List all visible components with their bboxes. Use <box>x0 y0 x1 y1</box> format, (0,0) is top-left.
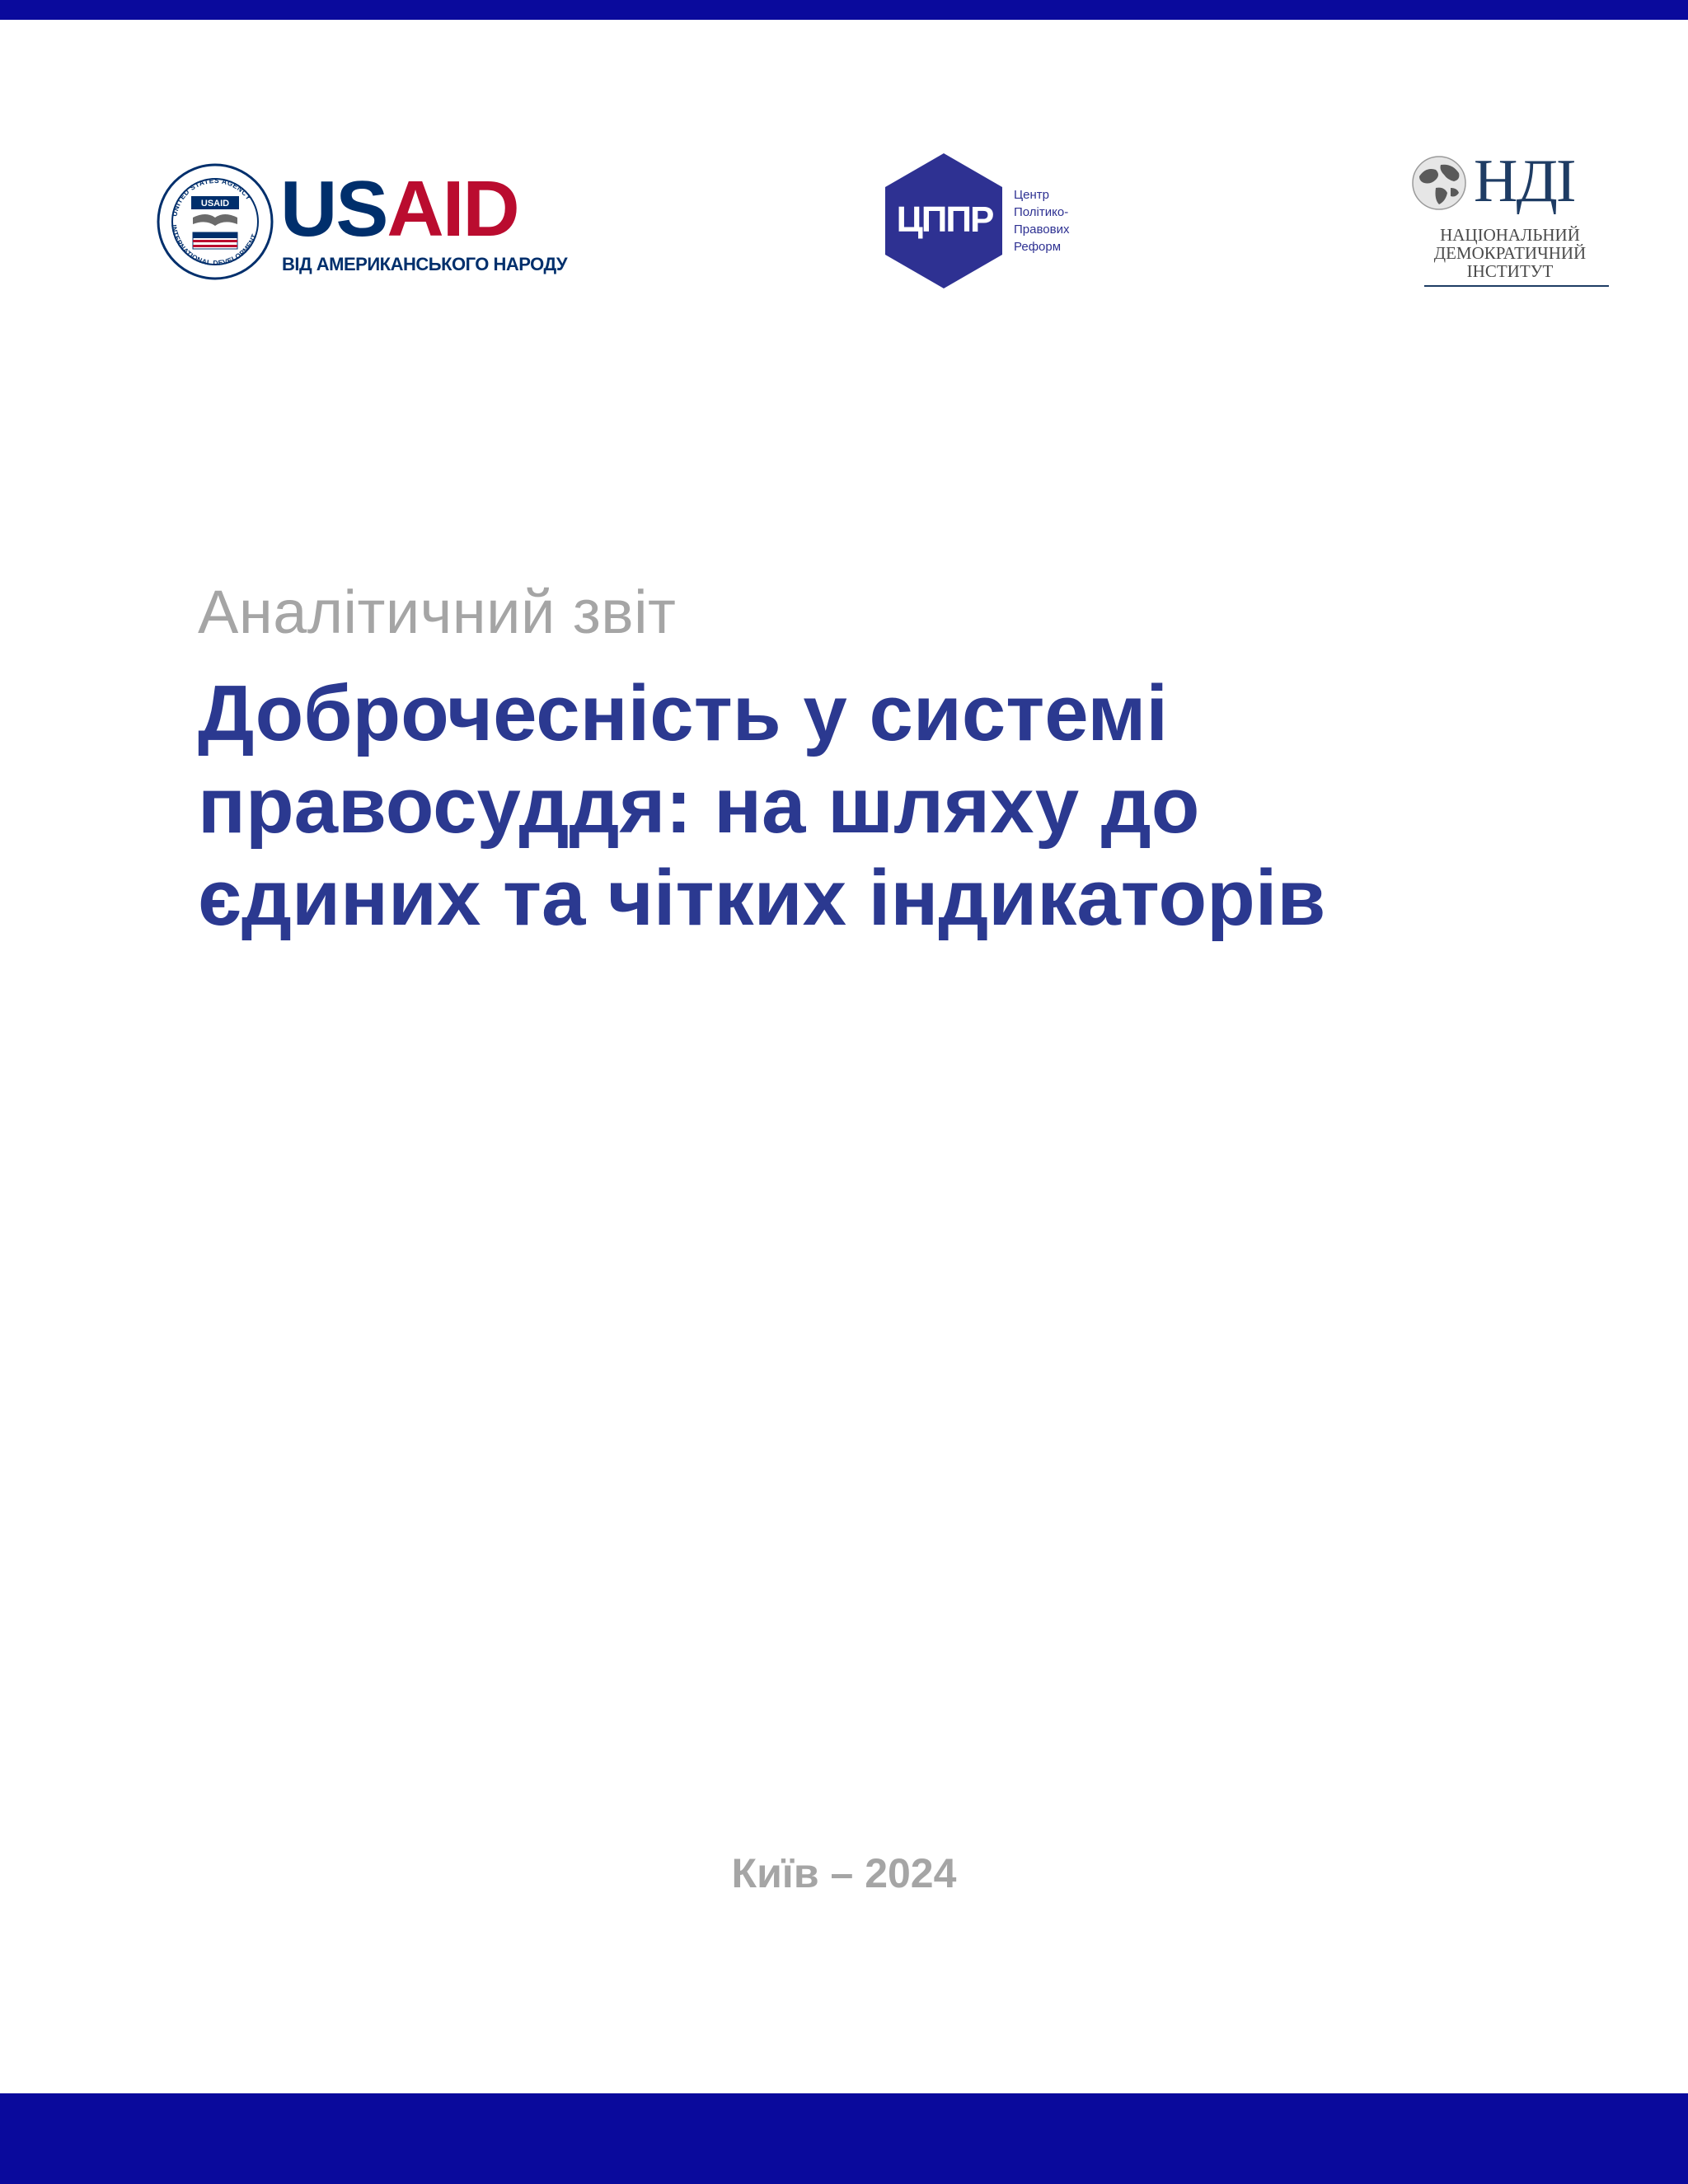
report-type: Аналітичний звіт <box>198 578 677 646</box>
cppr-abbreviation: ЦППР <box>896 199 993 240</box>
svg-text:USAID: USAID <box>200 199 230 209</box>
ndi-logo <box>1411 148 1609 293</box>
globe-icon <box>1411 155 1467 211</box>
ndi-underline <box>1424 285 1609 287</box>
usaid-wordmark: USAID <box>280 165 518 253</box>
cppr-full-name: Центр Політико- Правових Реформ <box>1014 188 1070 254</box>
usaid-logo <box>157 163 568 280</box>
usaid-seal-icon <box>157 163 274 280</box>
place-year: Київ – 2024 <box>731 1850 957 1896</box>
cppr-logo <box>885 153 1083 288</box>
title-line: правосуддя: на шляху до <box>198 762 1200 850</box>
ndi-abbreviation: НДІ <box>1474 148 1575 215</box>
ndi-full-name: НАЦІОНАЛЬНИЙ ДЕМОКРАТИЧНИЙ ІНСТИТУТ <box>1433 225 1587 281</box>
usaid-tagline: ВІД АМЕРИКАНСЬКОГО НАРОДУ <box>282 254 568 274</box>
bottom-accent-bar <box>0 2093 1688 2184</box>
report-title <box>198 668 1599 944</box>
top-accent-bar <box>0 0 1688 20</box>
title-line: єдиних та чітких індикаторів <box>198 854 1326 942</box>
svg-text:UNITED STATES AGENCY: UNITED STATES AGENCY <box>170 176 254 218</box>
title-line: Доброчесність у системі <box>198 669 1169 757</box>
svg-text:INTERNATIONAL DEVELOPMENT: INTERNATIONAL DEVELOPMENT <box>170 224 259 268</box>
